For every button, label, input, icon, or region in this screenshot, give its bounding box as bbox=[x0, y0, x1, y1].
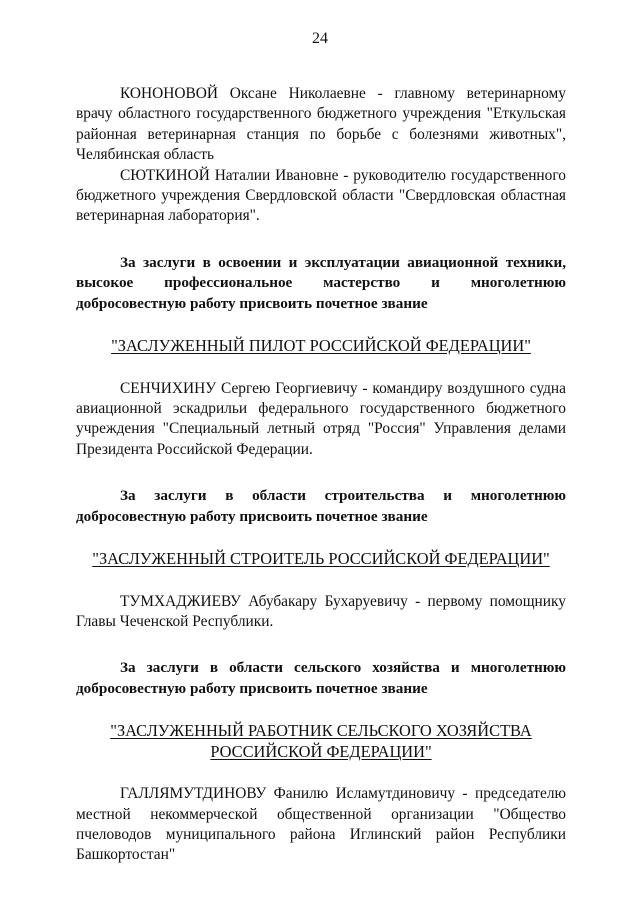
recipient-paragraph: ТУМХАДЖИЕВУ Абубакару Бухаруевичу - первому помощнику Главы Чеченской Республики. bbox=[76, 592, 566, 630]
decree-paragraph: За заслуги в области строительства и многолетнюю добросовестную работу присвоить почетное звание bbox=[76, 487, 566, 525]
honorary-title: "ЗАСЛУЖЕННЫЙ СТРОИТЕЛЬ РОССИЙСКОЙ ФЕДЕРАЦИИ" bbox=[92, 549, 550, 568]
spacer bbox=[76, 570, 566, 592]
honorary-title: "ЗАСЛУЖЕННЫЙ ПИЛОТ РОССИЙСКОЙ ФЕДЕРАЦИИ" bbox=[111, 336, 531, 356]
recipient-paragraph: ГАЛЛЯМУТДИНОВУ Фанилю Исламутдиновичу - председателю местной некоммерческой общественной организации "Общество пчеловодов муниципального района Иглинский район Республики Башкортостан" bbox=[76, 785, 566, 864]
spacer bbox=[76, 227, 566, 253]
spacer bbox=[76, 632, 566, 658]
spacer bbox=[76, 460, 566, 486]
spacer bbox=[76, 357, 566, 379]
recipient-paragraph: СЮТКИНОЙ Наталии Ивановне - руководителю государственного бюджетного учреждения Свердловской области "Свердловская областная ветеринарная лаборатория". bbox=[76, 166, 566, 225]
spacer bbox=[76, 527, 566, 549]
document-body bbox=[76, 84, 566, 866]
spacer bbox=[76, 762, 566, 784]
recipient-paragraph: СЕНЧИХИНУ Сергею Георгиевичу - командиру воздушного судна авиационной эскадрильи федерального государственного бюджетного учреждения "Специальный летный отряд "Россия" Управления делами Президента Российской Федерации. bbox=[76, 379, 566, 458]
page-number: 24 bbox=[312, 30, 328, 47]
decree-paragraph: За заслуги в области сельского хозяйства и многолетнюю добросовестную работу присвоить почетное звание bbox=[76, 659, 566, 697]
spacer bbox=[76, 699, 566, 721]
honorary-title: "ЗАСЛУЖЕННЫЙ РАБОТНИК СЕЛЬСКОГО ХОЗЯЙСТВА РОССИЙСКОЙ ФЕДЕРАЦИИ" bbox=[110, 721, 532, 761]
recipient-paragraph: КОНОНОВОЙ Оксане Николаевне - главному ветеринарному врачу областного государственного бюджетного учреждения "Еткульская районная ветеринарная станция по борьбе с болезнями животных", Челябинская область bbox=[76, 85, 566, 164]
spacer bbox=[76, 314, 566, 336]
decree-paragraph: За заслуги в освоении и эксплуатации авиационной техники, высокое профессиональное мастерство и многолетнюю добросовестную работу присвоить почетное звание bbox=[76, 253, 566, 312]
